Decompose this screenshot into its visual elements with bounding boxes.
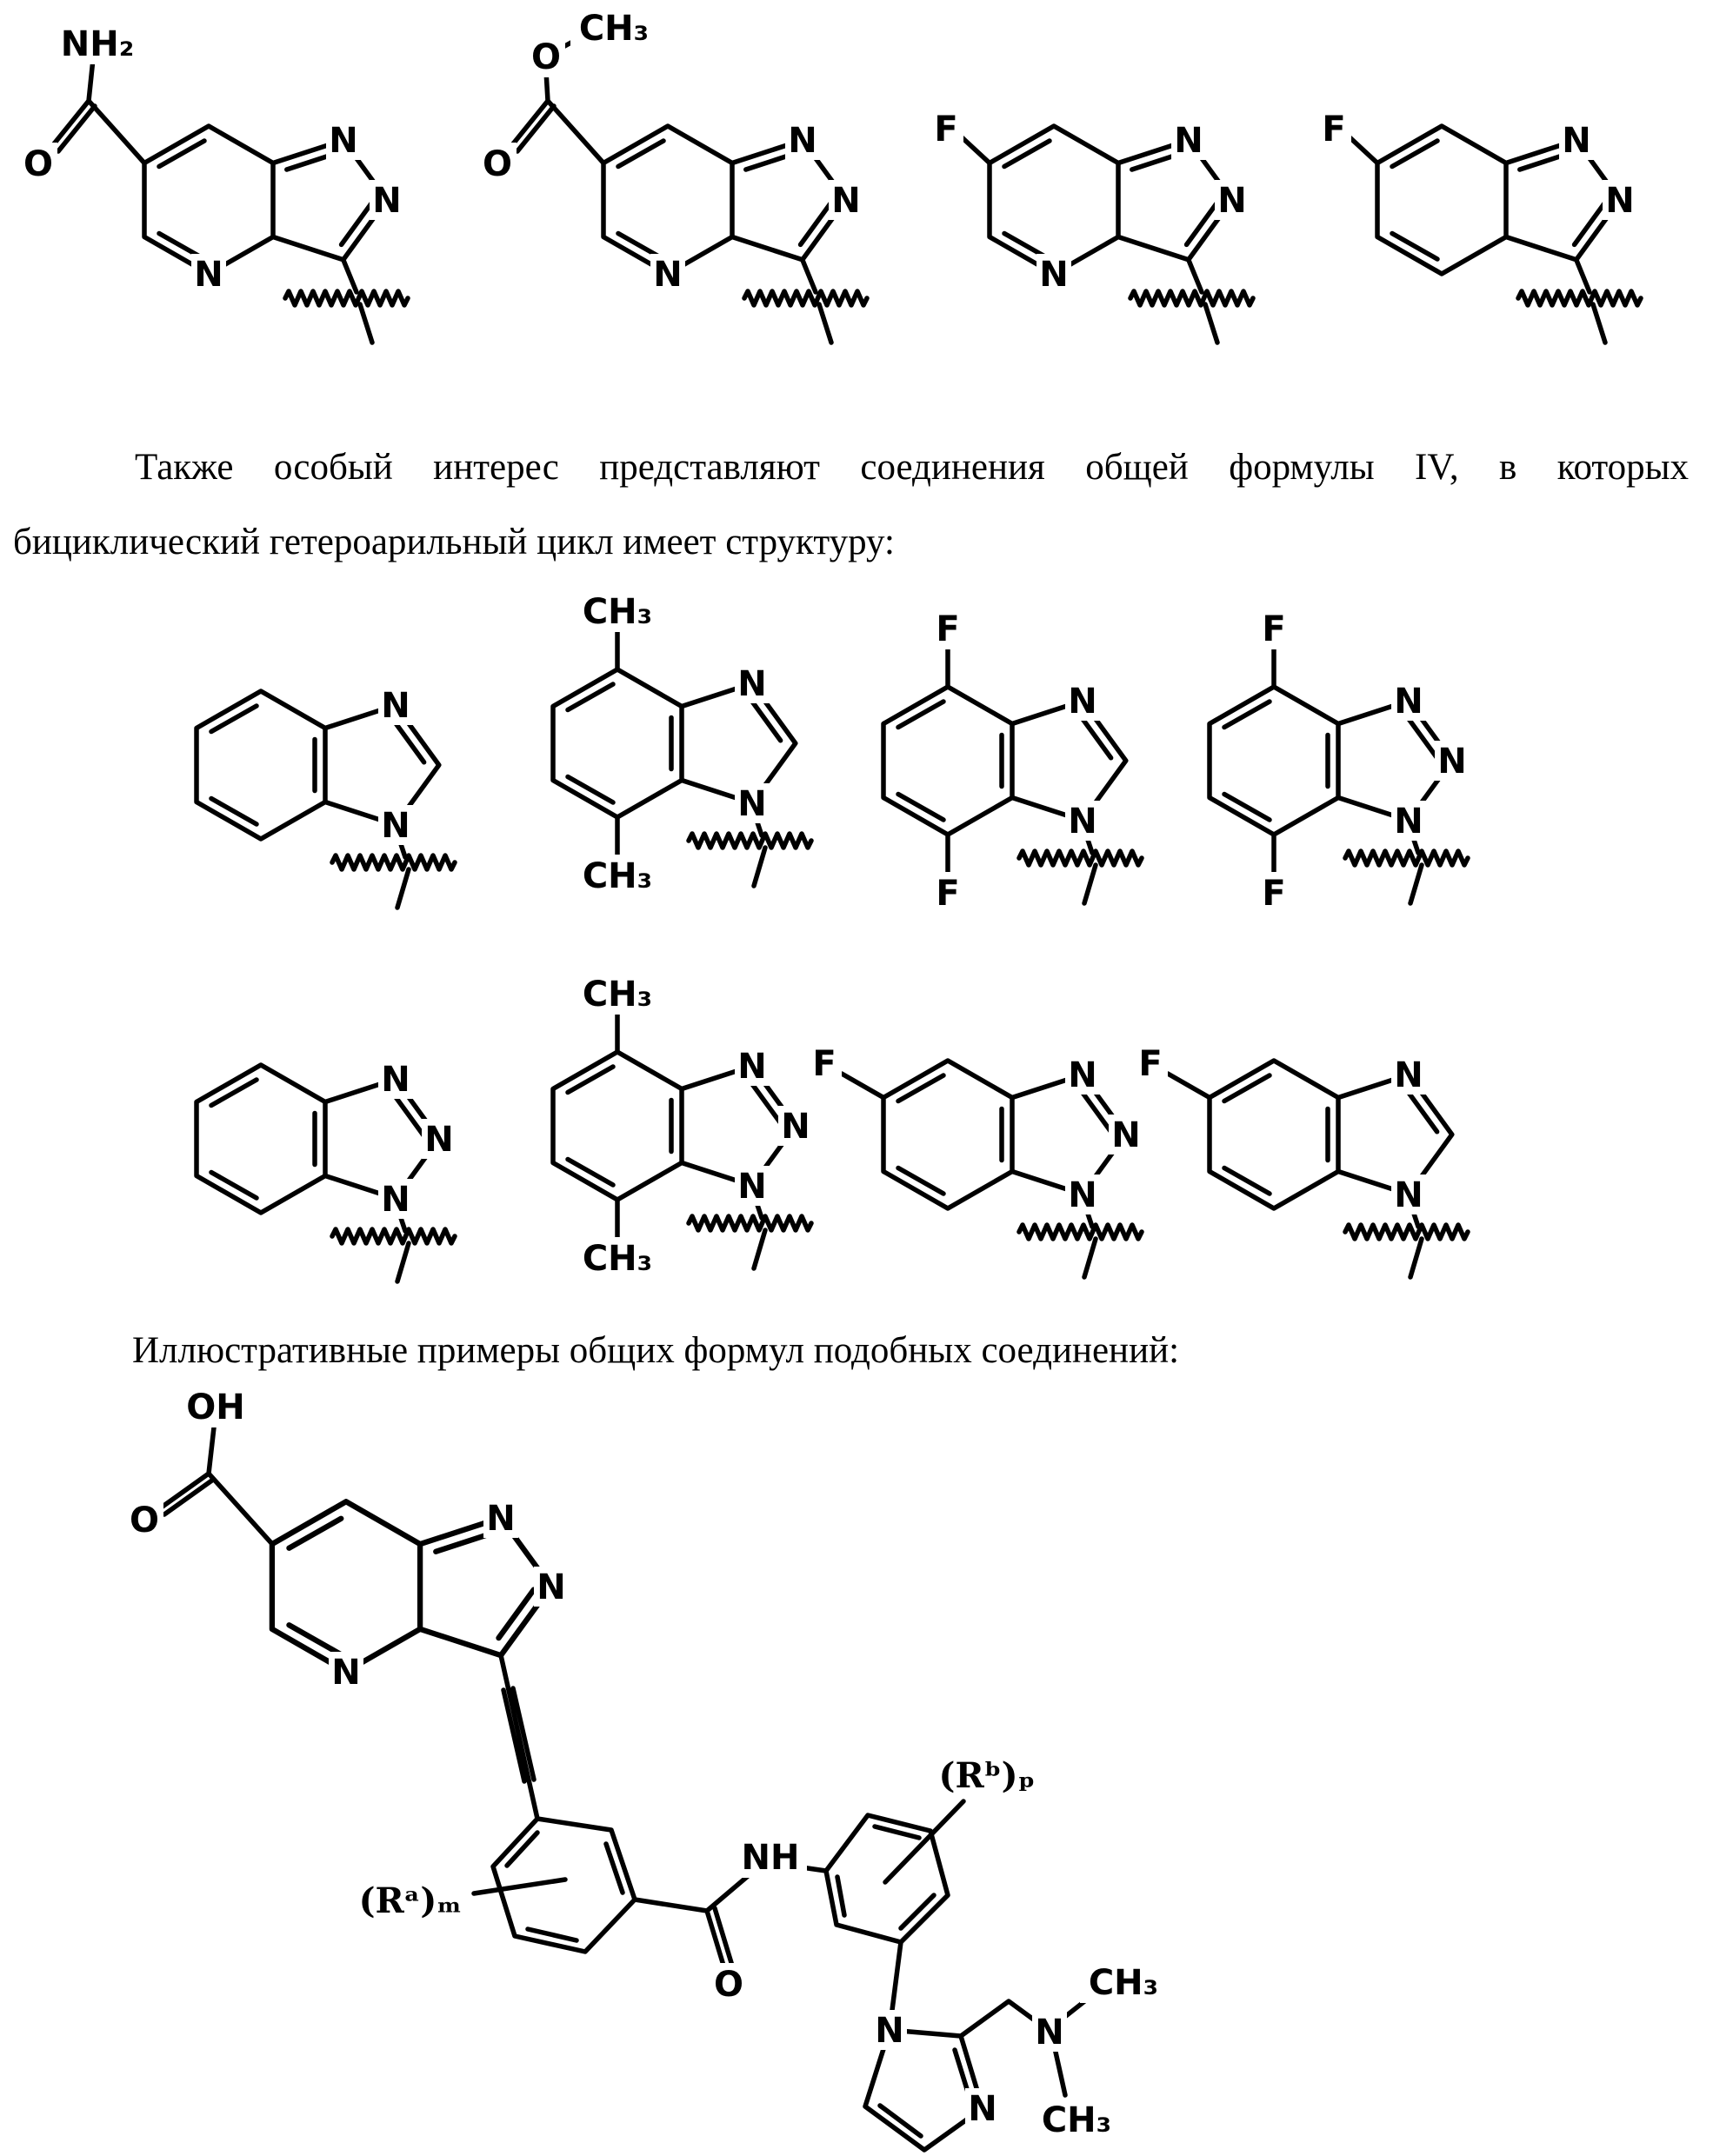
atom-label-ch3 [570,7,657,49]
svg-text:N: N [1111,1115,1141,1155]
svg-text:CH₃: CH₃ [582,856,653,896]
structure-illustrative-example [125,1386,1167,2150]
svg-text:N: N [1394,802,1423,842]
svg-text:N: N [329,121,358,161]
svg-text:(Rᵇ)ₚ: (Rᵇ)ₚ [938,1755,1036,1796]
structure-fluoro-benzimidazole [1133,1042,1468,1277]
paragraph-line-2: бициклический гетероарильный цикл имеет структуру: [13,522,895,562]
svg-text:N: N [381,1060,410,1100]
atom-label-ch3 [1080,1961,1167,2003]
svg-text:N: N [1394,682,1423,722]
svg-text:N: N [875,2011,904,2051]
svg-text:N: N [1394,1175,1423,1215]
atom-label-n [191,254,226,295]
structure-triazolopyridazine-carboxamide [19,23,408,343]
svg-text:N: N [1035,2013,1064,2053]
svg-text:N: N [381,806,410,846]
atom-label-nh2 [52,23,143,64]
atom-label-ch3 [574,855,661,896]
row3-structures [197,973,1468,1281]
substituent-label-rb [933,1753,1041,1798]
paragraph-line-1: Также особый интерес представляют соединения общей формулы IV, в которых [135,447,1689,488]
atom-label-ch3 [1033,2099,1120,2140]
svg-text:N: N [1068,1175,1097,1215]
svg-text:N: N [781,1107,810,1147]
atom-label-n [735,783,770,824]
structure-fluoro-triazolopyridazine [929,108,1253,343]
svg-text:F: F [1262,874,1286,914]
atom-label-n [1391,1174,1426,1215]
atom-label-f [929,108,963,150]
atom-label-n [329,1652,363,1693]
atom-label-n [650,254,685,295]
svg-text:N: N [737,1047,767,1087]
structure-difluoro-benzotriazole [1210,608,1470,914]
svg-text:N: N [737,664,767,704]
structure-triazolopyridazine-methyl-ester [478,7,867,343]
atom-label-n [1559,120,1594,161]
svg-text:CH₃: CH₃ [582,1239,653,1279]
atom-label-n [1036,254,1071,295]
atom-label-n [378,685,413,726]
svg-text:O: O [530,37,562,77]
svg-text:N: N [1437,742,1467,782]
atom-label-n [1171,120,1206,161]
atom-label-n [778,1106,813,1147]
svg-text:N: N [1068,682,1097,722]
svg-text:N: N [1394,1055,1423,1095]
atom-label-n [1603,180,1637,221]
atom-label-f [1316,108,1351,150]
row1-structures [19,7,1641,343]
structure-benzimidazole [197,685,455,908]
atom-label-n [1109,1115,1143,1155]
atom-label-oh [179,1386,252,1427]
svg-text:NH: NH [741,1838,800,1878]
atom-label-n [1391,801,1426,842]
svg-text:N: N [486,1499,516,1539]
svg-text:N: N [1605,181,1635,221]
atom-label-ch3 [574,1237,661,1279]
examples-caption: Иллюстративные примеры общих формул подобных соединений: [132,1330,1180,1371]
atom-label-f [930,608,965,649]
svg-text:F: F [936,609,960,649]
svg-text:O: O [713,1965,744,2005]
svg-text:F: F [1138,1044,1163,1084]
atom-label-ch3 [574,590,661,632]
atom-label-f [807,1042,842,1084]
atom-label-o [478,143,517,184]
svg-text:N: N [381,686,410,726]
atom-label-n [1065,1174,1100,1215]
atom-label-n [483,1498,518,1539]
atom-label-n [378,1059,413,1100]
svg-text:CH₃: CH₃ [1041,2100,1112,2140]
atom-label-n [735,663,770,704]
svg-text:O: O [482,144,513,184]
svg-text:OH: OH [186,1387,245,1427]
structure-dimethyl-benzotriazole [553,973,813,1279]
svg-text:N: N [1217,181,1247,221]
svg-text:N: N [968,2089,997,2129]
svg-text:F: F [1262,609,1286,649]
svg-text:N: N [653,255,683,295]
svg-text:N: N [1562,121,1591,161]
atom-label-n [1391,681,1426,722]
atom-label-n [1435,741,1470,782]
structure-fluoro-benzotriazole [807,1042,1143,1277]
svg-text:CH₃: CH₃ [582,592,653,632]
svg-text:N: N [424,1120,454,1160]
svg-text:N: N [372,181,402,221]
svg-text:F: F [936,874,960,914]
svg-text:CH₃: CH₃ [578,9,650,49]
svg-text:N: N [331,1653,361,1693]
structure-dimethyl-benzimidazole [553,590,811,896]
svg-text:F: F [812,1044,837,1084]
svg-text:N: N [737,1167,767,1207]
atom-label-nh [734,1836,807,1878]
atom-label-n [1215,180,1250,221]
atom-label-n [872,2010,907,2051]
svg-text:N: N [1068,1055,1097,1095]
atom-label-n [1065,801,1100,842]
svg-text:N: N [737,784,767,824]
svg-text:N: N [194,255,223,295]
atom-label-n [965,2088,1000,2129]
atom-label-n [326,120,361,161]
svg-text:N: N [788,121,817,161]
atom-label-n [534,1567,569,1607]
atom-label-f [930,872,965,914]
atom-label-n [785,120,820,161]
atom-label-n [422,1119,457,1160]
svg-text:N: N [1039,255,1069,295]
atom-label-o [527,36,565,77]
svg-text:CH₃: CH₃ [582,975,653,1015]
svg-text:CH₃: CH₃ [1088,1963,1159,2003]
svg-text:N: N [537,1567,566,1607]
atom-label-f [1133,1042,1168,1084]
structure-difluoro-benzimidazole [883,608,1142,914]
svg-text:N: N [1174,121,1203,161]
svg-text:F: F [934,110,958,150]
svg-text:(Rᵃ)ₘ: (Rᵃ)ₘ [358,1880,463,1921]
atom-label-n [370,180,404,221]
atom-label-n [829,180,863,221]
svg-text:N: N [831,181,861,221]
atom-label-n [1065,1055,1100,1095]
structure-benzotriazole [197,1059,457,1281]
atom-label-n [378,1179,413,1220]
svg-text:N: N [381,1180,410,1220]
atom-label-n [378,805,413,846]
atom-label-n [1391,1055,1426,1095]
svg-text:O: O [129,1501,160,1540]
atom-label-n [735,1046,770,1087]
row2-structures [197,590,1470,914]
svg-text:F: F [1322,110,1346,150]
substituent-label-ra [357,1878,464,1923]
atom-label-n [1065,681,1100,722]
atom-label-o [710,1963,748,2005]
svg-text:N: N [1068,802,1097,842]
atom-label-ch3 [574,973,661,1015]
atom-label-f [1256,608,1291,649]
structure-fluoro-triazolopyridine [1316,108,1641,343]
atom-label-n [1032,2012,1067,2053]
svg-text:NH₂: NH₂ [60,24,135,64]
atom-label-n [735,1166,770,1207]
svg-text:O: O [23,144,54,184]
atom-label-o [19,143,57,184]
atom-label-o [125,1499,163,1540]
atom-label-f [1256,872,1291,914]
